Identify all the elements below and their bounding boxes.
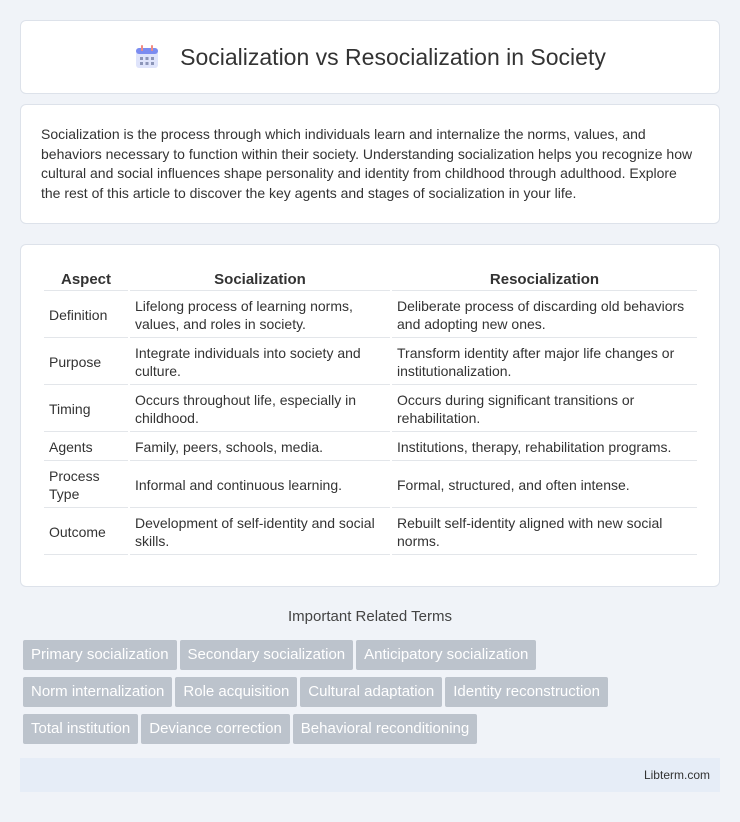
table-row (44, 340, 697, 385)
cell-aspect: Purpose (44, 340, 128, 385)
header-socialization: Socialization (130, 267, 390, 291)
header-aspect: Aspect (44, 267, 128, 291)
table-row (44, 463, 697, 508)
cell-aspect: Outcome (44, 510, 128, 555)
cell-resocialization: Rebuilt self-identity aligned with new social norms. (392, 510, 697, 555)
cell-socialization: Lifelong process of learning norms, values, and roles in society. (130, 293, 390, 338)
header-card (20, 20, 720, 94)
comparison-card (20, 244, 720, 587)
cell-socialization: Integrate individuals into society and culture. (130, 340, 390, 385)
cell-aspect: Definition (44, 293, 128, 338)
cell-socialization: Development of self-identity and social skills. (130, 510, 390, 555)
cell-resocialization: Institutions, therapy, rehabilitation programs. (392, 434, 697, 461)
intro-text: Socialization is the process through which individuals learn and internalize the norms, values, and behaviors necessary to function within their society. Understanding socialization helps you recognize how cultural and social influences shape personality and identity from childhood through adulthood. Explore the rest of this article to discover the key agents and stages of socialization in your life. (41, 126, 693, 201)
cell-resocialization: Transform identity after major life changes or institutionalization. (392, 340, 697, 385)
cell-resocialization: Formal, structured, and often intense. (392, 463, 697, 508)
footer-site-link[interactable]: Libterm.com (643, 768, 710, 782)
term-tag-total-institution[interactable]: Total institution (23, 714, 138, 744)
table-row (44, 434, 697, 461)
calendar-icon (134, 44, 160, 70)
related-terms-title: Important Related Terms (288, 608, 452, 625)
term-tag-identity-reconstruction[interactable]: Identity reconstruction (445, 677, 608, 707)
term-tag-primary-socialization[interactable]: Primary socialization (23, 640, 177, 670)
table-header-row (44, 267, 697, 291)
cell-socialization: Informal and continuous learning. (130, 463, 390, 508)
cell-resocialization: Deliberate process of discarding old behaviors and adopting new ones. (392, 293, 697, 338)
table-row (44, 387, 697, 432)
term-tag-cultural-adaptation[interactable]: Cultural adaptation (300, 677, 442, 707)
term-tag-secondary-socialization[interactable]: Secondary socialization (180, 640, 354, 670)
table-row (44, 293, 697, 338)
cell-socialization: Family, peers, schools, media. (130, 434, 390, 461)
cell-socialization: Occurs throughout life, especially in childhood. (130, 387, 390, 432)
term-tag-deviance-correction[interactable]: Deviance correction (141, 714, 290, 744)
page-title: Socialization vs Resocialization in Society (180, 43, 606, 70)
term-tag-anticipatory-socialization[interactable]: Anticipatory socialization (356, 640, 536, 670)
term-tag-role-acquisition[interactable]: Role acquisition (175, 677, 297, 707)
table-row (44, 510, 697, 555)
cell-aspect: Timing (44, 387, 128, 432)
cell-resocialization: Occurs during significant transitions or rehabilitation. (392, 387, 697, 432)
related-terms-list (23, 640, 723, 751)
header-resocialization: Resocialization (392, 267, 697, 291)
comparison-table (42, 265, 699, 557)
cell-aspect: Process Type (44, 463, 128, 508)
term-tag-behavioral-reconditioning[interactable]: Behavioral reconditioning (293, 714, 477, 744)
footer (20, 758, 720, 792)
term-tag-norm-internalization[interactable]: Norm internalization (23, 677, 172, 707)
cell-aspect: Agents (44, 434, 128, 461)
intro-card (20, 104, 720, 224)
